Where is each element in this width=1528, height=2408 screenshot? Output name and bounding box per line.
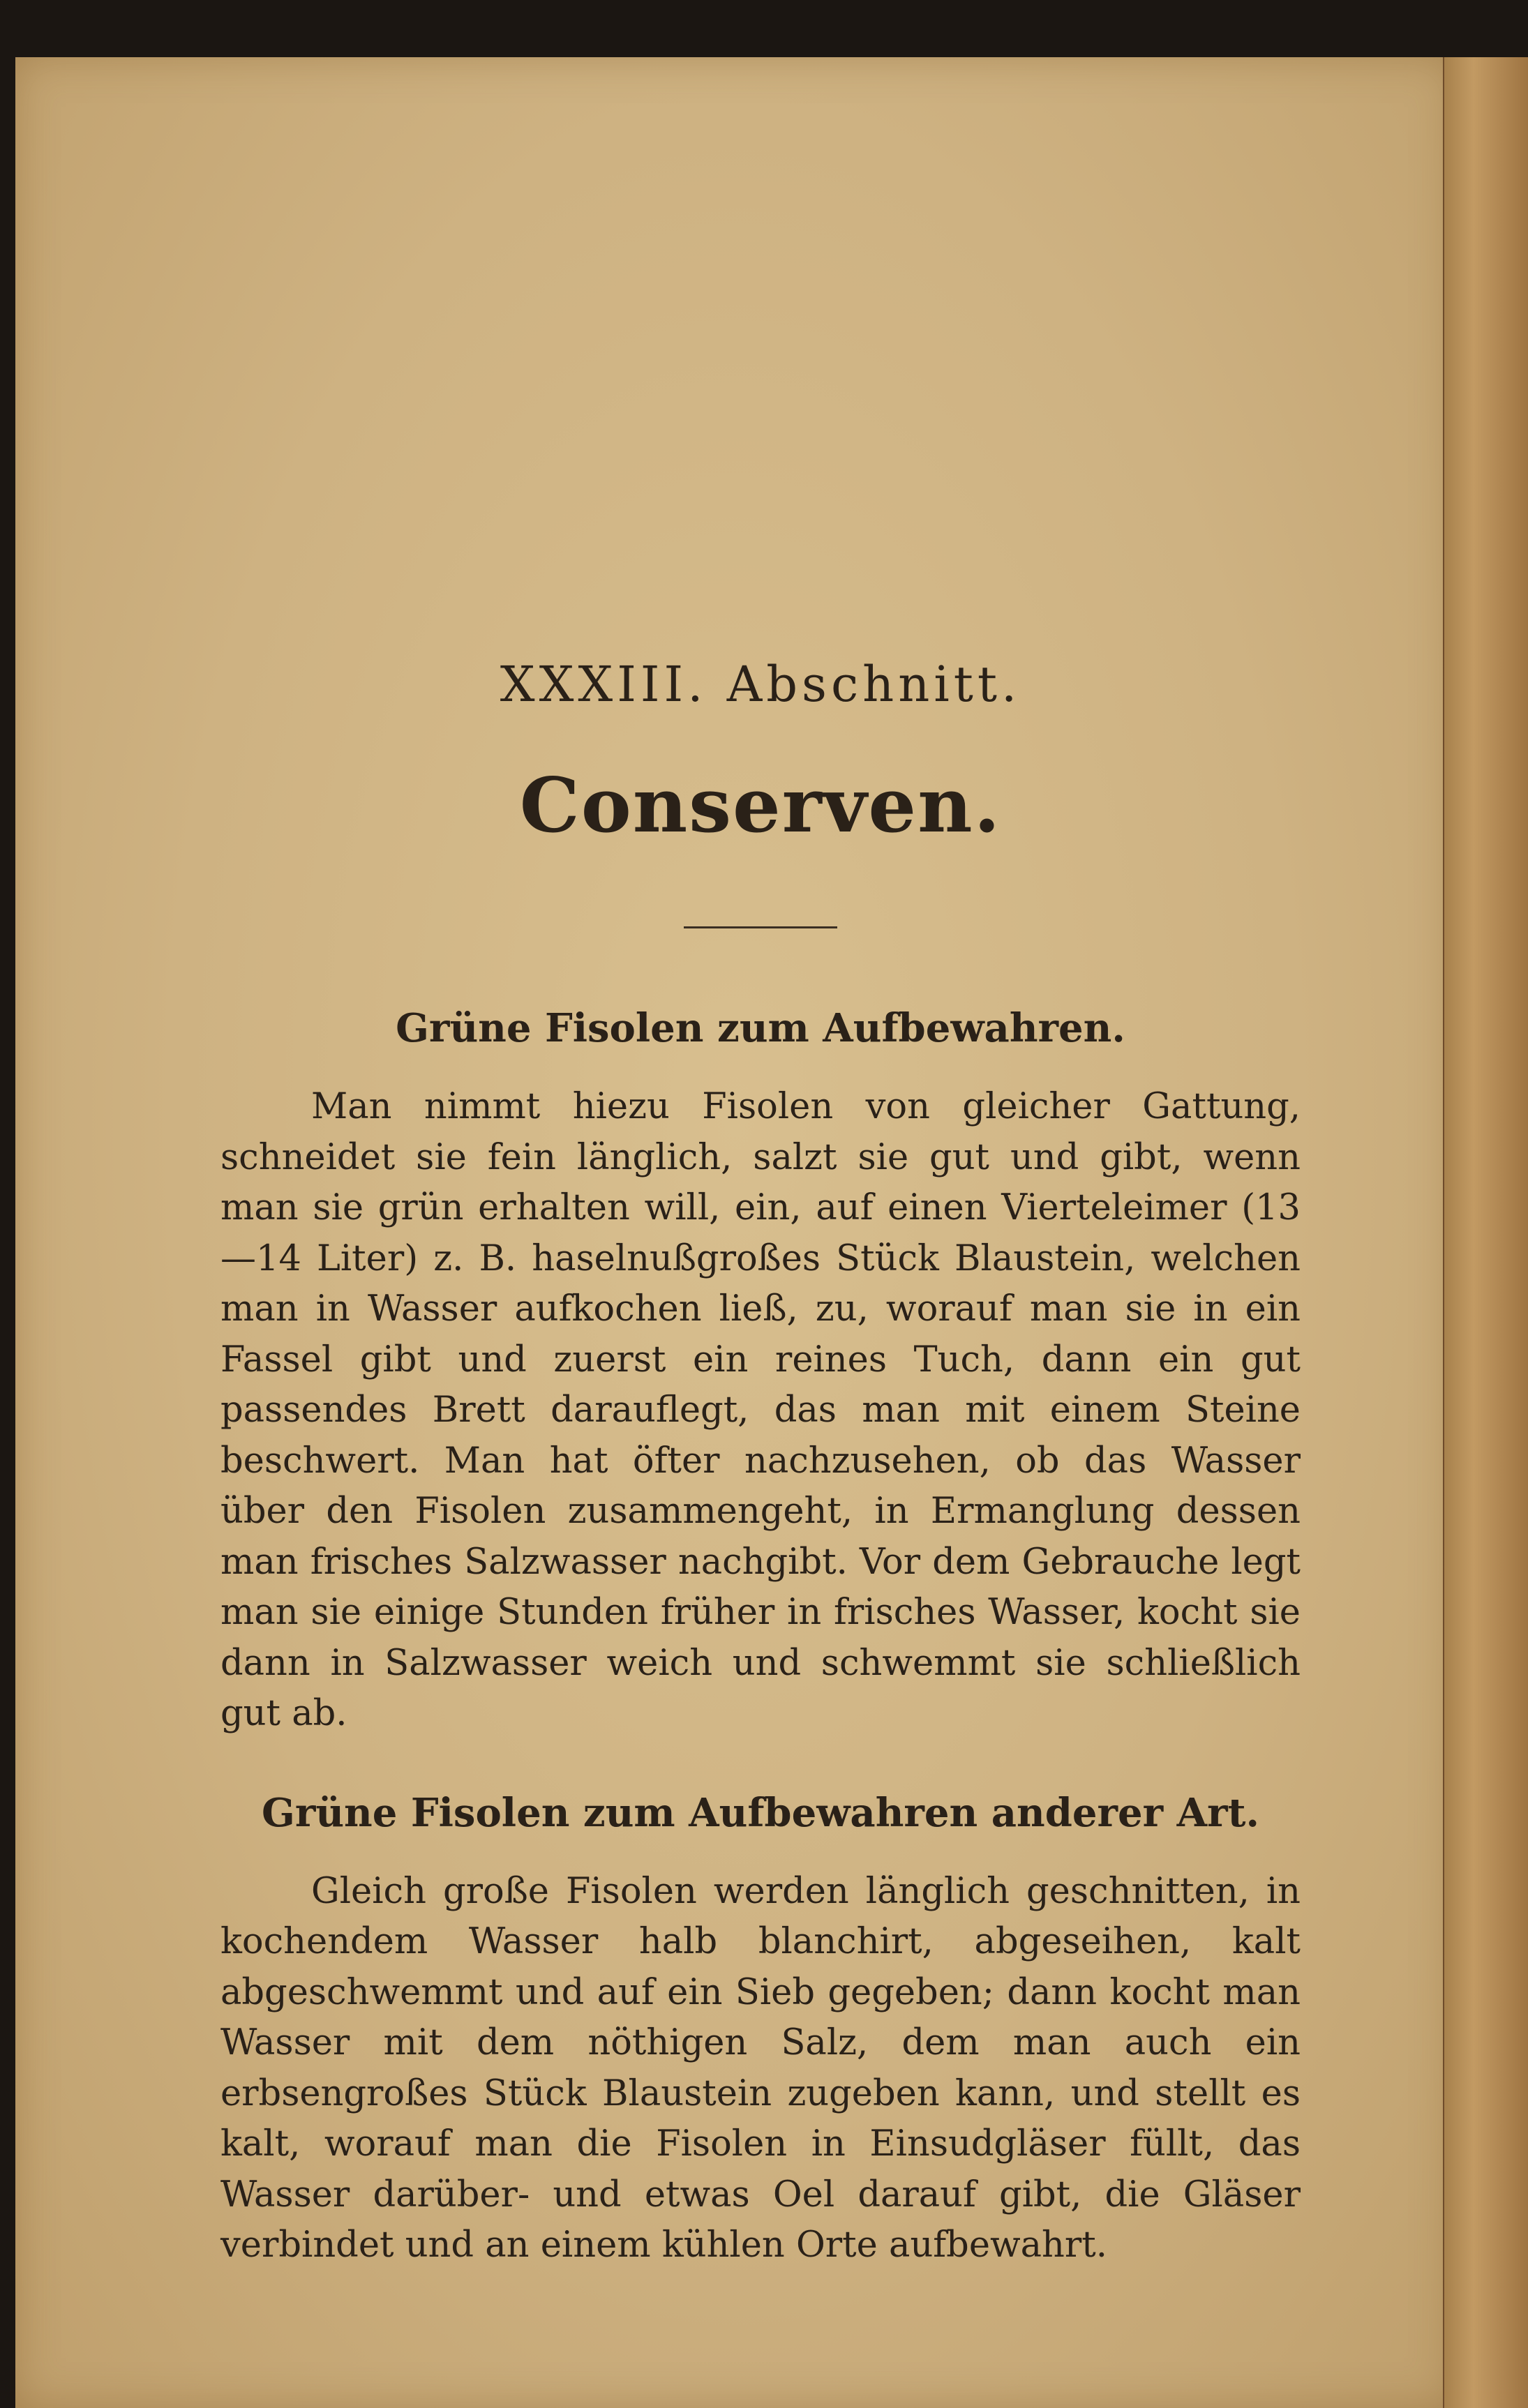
page-content	[220, 656, 1301, 2322]
divider-rule	[684, 926, 837, 928]
section-text-2: Gleich große Fisolen werden länglich geschnitten, in kochendem Wasser halb blanchirt, abgeseihen, kalt abgeschwemmt und auf ein Sieb gegeben; dann kocht man Wasser mit dem nöthigen Salz, dem man auch ein erbsengroßes Stück Blaustein zugeben kann, und stellt es kalt, worauf man die Fisolen in Einsudgläser füllt, das Wasser darüber- und etwas Oel darauf gibt, die Gläser verbindet und an einem kühlen Orte aufbewahrt.	[220, 1870, 1301, 2266]
section-text-1: Man nimmt hiezu Fisolen von gleicher Gattung, schneidet sie fein länglich, salzt sie gut und gibt, wenn man sie grün erhalten will, ein, auf einen Vierteleimer (13—14 Liter) z. B. haselnußgroßes Stück Blaustein, welchen man in Wasser aufkochen ließ, zu, worauf man sie in ein Fassel gibt und zuerst ein reines Tuch, dann ein gut passendes Brett darauflegt, das man mit einem Steine beschwert. Man hat öfter nachzusehen, ob das Wasser über den Fisolen zusammengeht, in Ermanglung dessen man frisches Salzwasser nachgibt. Vor dem Gebrauche legt man sie einige Stunden früher in frisches Wasser, kocht sie dann in Salzwasser weich und schwemmt sie schließlich gut ab.	[220, 1086, 1301, 1734]
book-edge	[1444, 57, 1528, 2408]
section-heading-2: Grüne Fisolen zum Aufbewahren anderer Art.	[262, 1789, 1259, 1836]
section-heading-1: Grüne Fisolen zum Aufbewahren.	[396, 1005, 1125, 1051]
chapter-number: XXXIII. Abschnitt.	[500, 656, 1021, 713]
chapter-title: Conserven.	[519, 762, 1002, 850]
